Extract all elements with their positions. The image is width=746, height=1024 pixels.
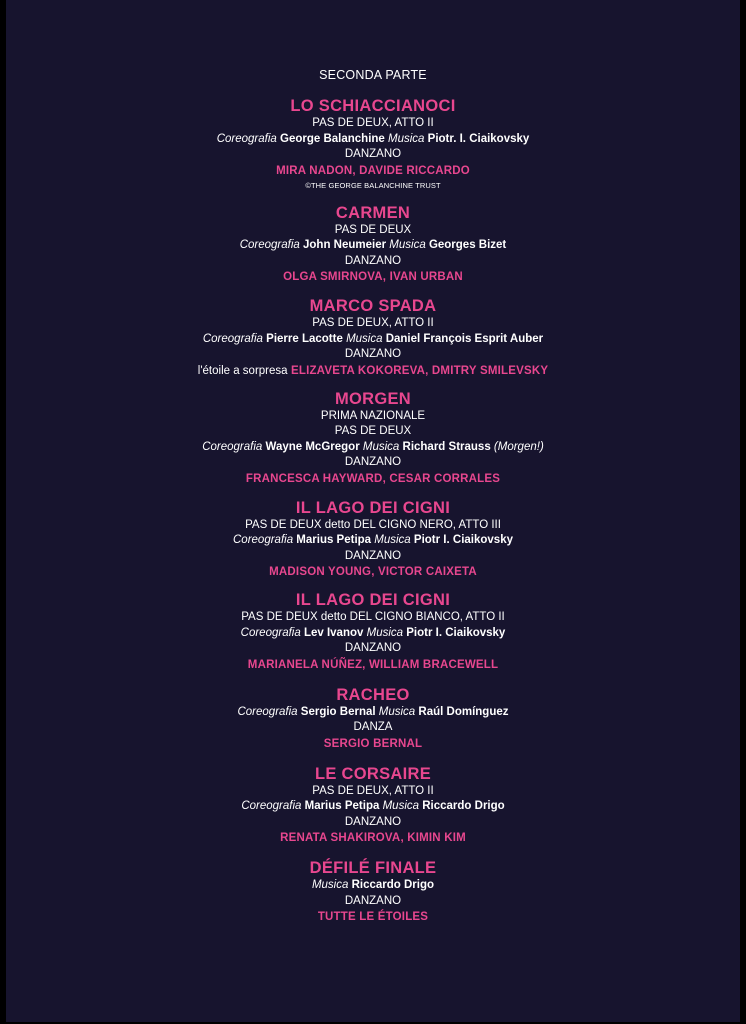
dancers: SERGIO BERNAL	[323, 737, 423, 750]
performers-label: DANZANO	[344, 815, 402, 828]
program-piece	[6, 297, 740, 379]
composer-name: Raúl Domínguez	[418, 705, 509, 718]
credits-line	[6, 238, 740, 254]
music-label: Musica	[362, 440, 400, 453]
piece-title: CARMEN	[335, 203, 411, 222]
piece-subtitle: PAS DE DEUX, ATTO II	[312, 117, 434, 129]
dancers: MIRA NADON, DAVIDE RICCARDO	[276, 164, 470, 177]
dancers: FRANCESCA HAYWARD, CESAR CORRALES	[245, 472, 501, 485]
dancer-names	[6, 909, 740, 925]
credits-line	[6, 878, 740, 894]
piece-title: RACHEO	[336, 685, 410, 704]
choreography-label: Coreografia	[202, 332, 263, 345]
piece-title: MORGEN	[334, 389, 412, 408]
composer-name: Piotr. I. Ciaikovsky	[427, 132, 530, 145]
composer-name: Richard Strauss	[402, 440, 491, 453]
piece-subtitle: PRIMA NAZIONALE	[320, 409, 426, 422]
composer-name: Riccardo Drigo	[422, 800, 505, 812]
program-piece	[6, 390, 740, 487]
choreography-label: Coreografia	[239, 239, 300, 251]
piece-subtitle: PAS DE DEUX	[334, 223, 412, 236]
credits-line	[6, 705, 740, 721]
piece-subtitle: PAS DE DEUX detto DEL CIGNO NERO, ATTO III	[245, 518, 501, 531]
piece-title: LO SCHIACCIANOCI	[290, 97, 456, 115]
choreography-label: Coreografia	[240, 626, 301, 639]
program-page	[6, 0, 740, 1022]
music-label: Musica	[382, 800, 420, 812]
performers-label: DANZANO	[344, 456, 402, 468]
dancer-names	[6, 269, 740, 285]
choreographer-name: Sergio Bernal	[300, 705, 376, 718]
piece-subtitle: PAS DE DEUX	[334, 425, 412, 437]
dancers: RENATA SHAKIROVA, KIMIN KIM	[280, 832, 466, 844]
dancer-names	[6, 163, 740, 179]
performers-label: DANZANO	[344, 549, 402, 562]
performers-label: DANZANO	[344, 894, 402, 907]
piece-title: LE CORSAIRE	[314, 764, 432, 783]
choreography-label: Coreografia	[233, 534, 294, 546]
dancer-prefix: l'étoile a sorpresa	[197, 364, 288, 377]
program-piece	[6, 499, 740, 581]
credits-line	[6, 332, 740, 348]
credits-line	[6, 799, 740, 815]
music-label: Musica	[346, 332, 383, 345]
piece-title: DÉFILÉ FINALE	[309, 859, 437, 877]
dancer-names	[6, 736, 740, 752]
music-label: Musica	[389, 239, 426, 251]
choreographer-name: Lev Ivanov	[303, 626, 364, 639]
choreographer-name: George Balanchine	[280, 132, 385, 145]
program-list	[6, 97, 740, 925]
piece-subtitle: PAS DE DEUX, ATTO II	[312, 784, 434, 797]
dancer-names	[6, 830, 740, 846]
program-piece	[6, 97, 740, 192]
music-label: Musica	[388, 132, 425, 145]
piece-title: IL LAGO DEI CIGNI	[295, 591, 451, 609]
dancer-names	[6, 564, 740, 580]
performers-label: DANZANO	[344, 642, 402, 654]
music-label: Musica	[378, 705, 416, 718]
program-piece	[6, 204, 740, 286]
section-heading: SECONDA PARTE	[319, 68, 427, 82]
performers-label: DANZANO	[344, 254, 402, 267]
credits-line	[6, 533, 740, 549]
music-note: (Morgen!)	[493, 440, 544, 453]
piece-subtitle: PAS DE DEUX, ATTO II	[312, 317, 434, 329]
dancer-names	[6, 363, 740, 379]
piece-title: MARCO SPADA	[309, 297, 437, 315]
credits-line	[6, 132, 740, 148]
choreography-label: Coreografia	[216, 132, 277, 145]
program-piece	[6, 591, 740, 673]
choreographer-name: Marius Petipa	[296, 534, 372, 546]
credits-line	[6, 440, 740, 456]
performers-label: DANZANO	[344, 148, 402, 160]
choreography-label: Coreografia	[237, 705, 298, 718]
dancers: ELIZAVETA KOKOREVA, DMITRY SMILEVSKY	[290, 364, 549, 377]
dancers: MARIANELA NÚÑEZ, WILLIAM BRACEWELL	[247, 658, 499, 671]
composer-name: Daniel François Esprit Auber	[385, 332, 544, 345]
dancers: TUTTE LE ÉTOILES	[317, 911, 429, 923]
composer-name: Piotr I. Ciaikovsky	[413, 534, 513, 546]
composer-name: Piotr I. Ciaikovsky	[406, 626, 506, 639]
piece-title: IL LAGO DEI CIGNI	[295, 498, 451, 517]
composer-name: Riccardo Drigo	[351, 879, 435, 891]
choreography-label: Coreografia	[202, 440, 263, 453]
choreographer-name: Pierre Lacotte	[266, 332, 343, 345]
performers-label: DANZA	[353, 721, 393, 733]
choreography-label: Coreografia	[241, 800, 302, 812]
piece-subtitle: PAS DE DEUX detto DEL CIGNO BIANCO, ATTO II	[241, 611, 505, 623]
dancers: MADISON YOUNG, VICTOR CAIXETA	[269, 566, 477, 578]
copyright-note: ©THE GEORGE BALANCHINE TRUST	[305, 180, 441, 190]
choreographer-name: Wayne McGregor	[265, 440, 360, 453]
performers-label: DANZANO	[344, 348, 402, 360]
choreographer-name: Marius Petipa	[304, 800, 380, 812]
composer-name: Georges Bizet	[428, 239, 507, 251]
program-piece	[6, 686, 740, 752]
program-piece	[6, 859, 740, 925]
program-piece	[6, 765, 740, 847]
music-label: Musica	[374, 534, 411, 546]
dancer-names	[6, 471, 740, 487]
dancers: OLGA SMIRNOVA, IVAN URBAN	[283, 271, 463, 283]
dancer-names	[6, 657, 740, 673]
music-label: Musica	[311, 879, 349, 891]
credits-line	[6, 626, 740, 642]
music-label: Musica	[366, 626, 404, 639]
choreographer-name: John Neumeier	[303, 239, 387, 251]
